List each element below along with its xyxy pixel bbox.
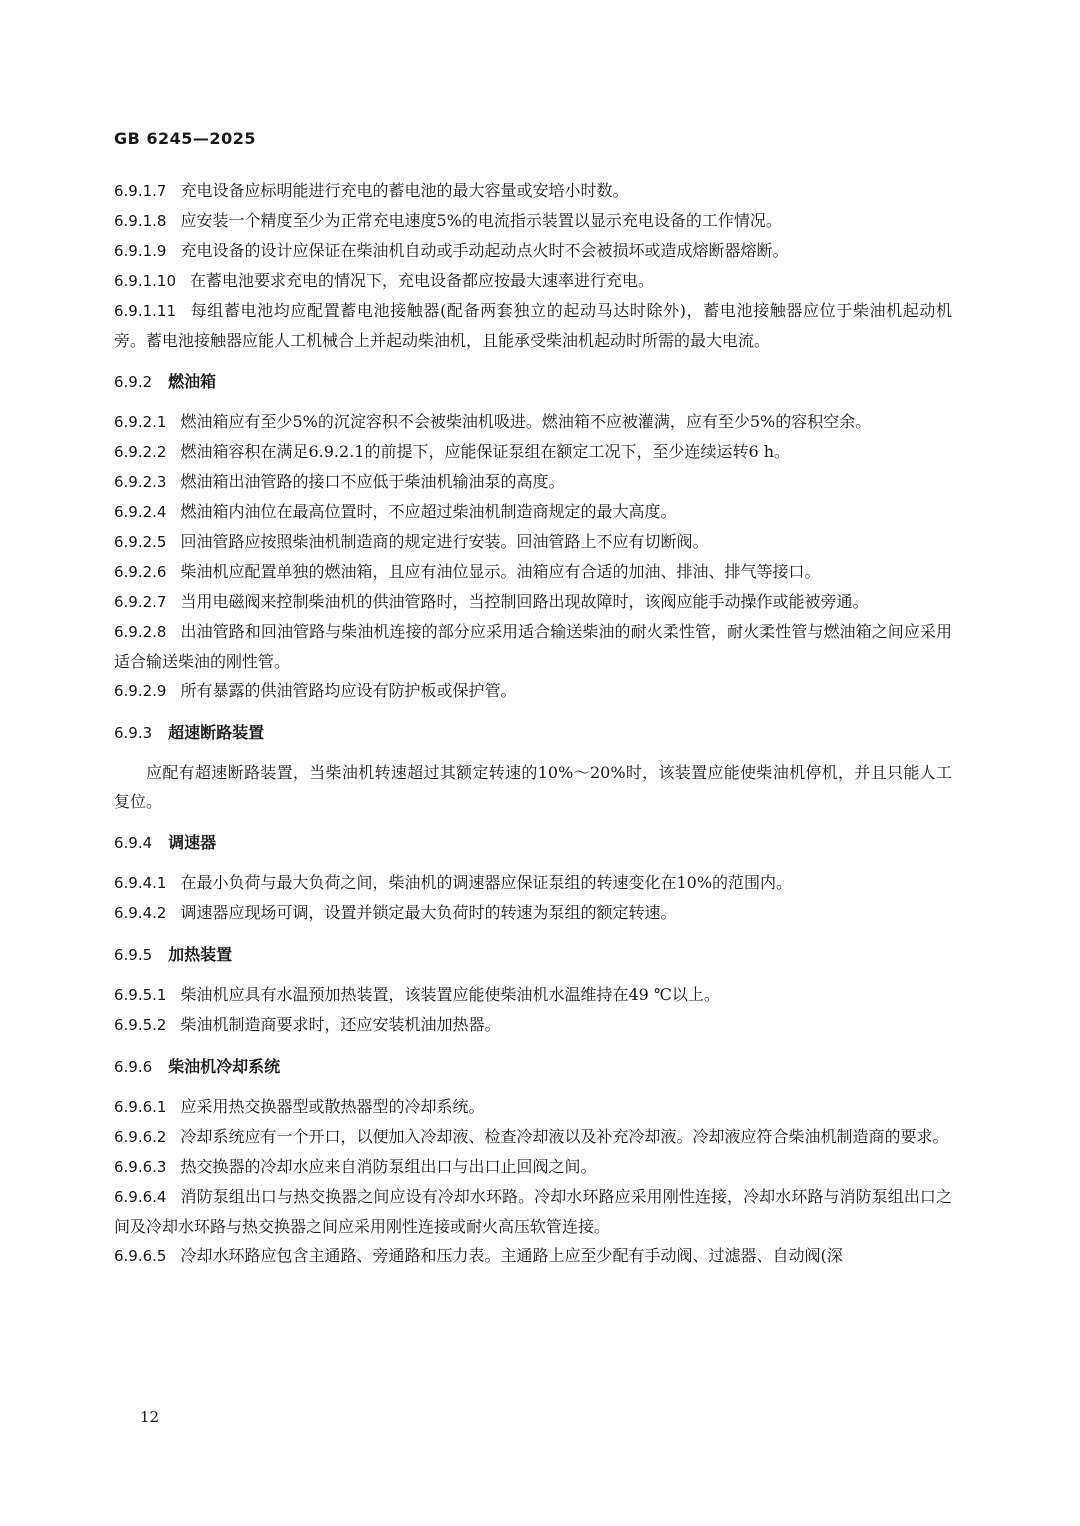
clause xyxy=(114,898,952,928)
clause-number: 6.9.4.1 xyxy=(114,874,167,892)
clause-number: 6.9.2.7 xyxy=(114,593,167,611)
clause-text: 所有暴露的供油管路均应设有防护板或保护管。 xyxy=(180,681,517,700)
clause-number: 6.9.1.7 xyxy=(114,182,167,200)
clause-text: 柴油机应具有水温预加热装置，该装置应能使柴油机水温维持在49 ℃以上。 xyxy=(180,985,720,1004)
clause-number: 6.9.6.1 xyxy=(114,1098,167,1116)
clause-number: 6.9.2.2 xyxy=(114,443,167,461)
clause-text: 消防泵组出口与热交换器之间应设有冷却水环路。冷却水环路应采用刚性连接，冷却水环路与消防泵组出口之间及冷却水环路与热交换器之间应采用刚性连接或耐火高压软管连接。 xyxy=(114,1187,952,1236)
clause-number: 6.9.2.3 xyxy=(114,473,167,491)
clause xyxy=(114,1122,952,1152)
clause-number: 6.9.6.3 xyxy=(114,1158,167,1176)
section-title: 超速断路装置 xyxy=(168,723,265,742)
section-heading-heating xyxy=(114,940,952,970)
section-heading-cooling xyxy=(114,1052,952,1082)
clause-number: 6.9.1.10 xyxy=(114,272,177,290)
clause-number: 6.9.6.4 xyxy=(114,1188,167,1206)
clause-text: 充电设备应标明能进行充电的蓄电池的最大容量或安培小时数。 xyxy=(180,181,629,200)
page-number: 12 xyxy=(140,1408,160,1426)
clause-number: 6.9.2.9 xyxy=(114,682,167,700)
clause xyxy=(114,407,952,437)
clause-number: 6.9.6.2 xyxy=(114,1128,167,1146)
clause xyxy=(114,980,952,1010)
clause-text: 燃油箱出油管路的接口不应低于柴油机输油泵的高度。 xyxy=(180,472,565,491)
clause xyxy=(114,236,952,266)
clause-number: 6.9.6.5 xyxy=(114,1247,167,1265)
clause-text: 冷却水环路应包含主通路、旁通路和压力表。主通路上应至少配有手动阀、过滤器、自动阀(深 xyxy=(180,1246,843,1265)
clause xyxy=(114,1152,952,1182)
clause-text: 应安装一个精度至少为正常充电速度5%的电流指示装置以显示充电设备的工作情况。 xyxy=(180,211,782,230)
clause xyxy=(114,1010,952,1040)
standard-id-header: GB 6245—2025 xyxy=(114,129,256,148)
clause-text: 在最小负荷与最大负荷之间，柴油机的调速器应保证泵组的转速变化在10%的范围内。 xyxy=(180,873,793,892)
clause-text: 应采用热交换器型或散热器型的冷却系统。 xyxy=(180,1097,485,1116)
section-title: 调速器 xyxy=(168,833,217,852)
clause-number: 6.9.2.6 xyxy=(114,563,167,581)
section-title: 柴油机冷却系统 xyxy=(168,1057,281,1076)
clause-number: 6.9.4.2 xyxy=(114,904,167,922)
section-number: 6.9.4 xyxy=(114,834,153,852)
section-title: 燃油箱 xyxy=(168,372,217,391)
clause-text: 燃油箱容积在满足6.9.2.1的前提下，应能保证泵组在额定工况下，至少连续运转6 h。 xyxy=(180,442,791,461)
clause xyxy=(114,467,952,497)
section-heading-overspeed xyxy=(114,718,952,748)
clause-text: 每组蓄电池均应配置蓄电池接触器(配备两套独立的起动马达时除外)，蓄电池接触器应位于柴油机起动机旁。蓄电池接触器应能人工机械合上并起动柴油机，且能承受柴油机起动时所需的最大电流。 xyxy=(114,301,952,350)
clause-number: 6.9.1.9 xyxy=(114,242,167,260)
clause xyxy=(114,557,952,587)
clause-text: 当用电磁阀来控制柴油机的供油管路时，当控制回路出现故障时，该阀应能手动操作或能被旁通。 xyxy=(180,592,869,611)
section-title: 加热装置 xyxy=(168,945,233,964)
clause xyxy=(114,1241,952,1271)
clause-number: 6.9.5.1 xyxy=(114,986,167,1004)
clause-number: 6.9.2.5 xyxy=(114,533,167,551)
clause-text: 柴油机应配置单独的燃油箱，且应有油位显示。油箱应有合适的加油、排油、排气等接口。 xyxy=(180,562,821,581)
section-heading-fuel-tank xyxy=(114,367,952,397)
clause-text: 在蓄电池要求充电的情况下，充电设备都应按最大速率进行充电。 xyxy=(190,271,655,290)
clause xyxy=(114,206,952,236)
section-heading-governor xyxy=(114,828,952,858)
clause-text: 燃油箱内油位在最高位置时，不应超过柴油机制造商规定的最大高度。 xyxy=(180,502,677,521)
clause-group-6-9-2 xyxy=(114,407,952,706)
clause-text: 回油管路应按照柴油机制造商的规定进行安装。回油管路上不应有切断阀。 xyxy=(180,532,709,551)
clause-text: 柴油机制造商要求时，还应安装机油加热器。 xyxy=(180,1015,501,1034)
clause-group-6-9-4 xyxy=(114,868,952,928)
clause xyxy=(114,266,952,296)
section-number: 6.9.6 xyxy=(114,1058,153,1076)
section-number: 6.9.5 xyxy=(114,946,153,964)
clause xyxy=(114,437,952,467)
section-number: 6.9.3 xyxy=(114,724,153,742)
section-number: 6.9.2 xyxy=(114,373,153,391)
clause xyxy=(114,676,952,706)
clause xyxy=(114,527,952,557)
clause-text: 出油管路和回油管路与柴油机连接的部分应采用适合输送柴油的耐火柔性管，耐火柔性管与燃油箱之间应采用适合输送柴油的刚性管。 xyxy=(114,622,952,671)
clause xyxy=(114,617,952,676)
clause-text: 充电设备的设计应保证在柴油机自动或手动起动点火时不会被损坏或造成熔断器熔断。 xyxy=(180,241,789,260)
clause-group-6-9-1 xyxy=(114,176,952,355)
clause-text: 调速器应现场可调，设置并锁定最大负荷时的转速为泵组的额定转速。 xyxy=(180,903,677,922)
clause xyxy=(114,296,952,355)
clause-number: 6.9.1.11 xyxy=(114,302,177,320)
clause-number: 6.9.1.8 xyxy=(114,212,167,230)
clause xyxy=(114,1182,952,1241)
clause xyxy=(114,497,952,527)
clause xyxy=(114,587,952,617)
overspeed-paragraph: 应配有超速断路装置，当柴油机转速超过其额定转速的10%～20%时，该装置应能使柴油机停机，并且只能人工复位。 xyxy=(114,763,952,811)
clause-number: 6.9.2.4 xyxy=(114,503,167,521)
clause-text: 热交换器的冷却水应来自消防泵组出口与出口止回阀之间。 xyxy=(180,1157,597,1176)
clause-number: 6.9.2.8 xyxy=(114,623,167,641)
document-body xyxy=(114,176,952,1271)
clause-number: 6.9.2.1 xyxy=(114,413,167,431)
clause-number: 6.9.5.2 xyxy=(114,1016,167,1034)
clause-text: 冷却系统应有一个开口，以便加入冷却液、检查冷却液以及补充冷却液。冷却液应符合柴油机制造商的要求。 xyxy=(180,1127,949,1146)
clause xyxy=(114,868,952,898)
clause-group-6-9-5 xyxy=(114,980,952,1040)
clause-text: 燃油箱应有至少5%的沉淀容积不会被柴油机吸进。燃油箱不应被灌满，应有至少5%的容积空余。 xyxy=(180,412,872,431)
clause xyxy=(114,176,952,206)
clause-group-6-9-6 xyxy=(114,1092,952,1271)
clause xyxy=(114,1092,952,1122)
